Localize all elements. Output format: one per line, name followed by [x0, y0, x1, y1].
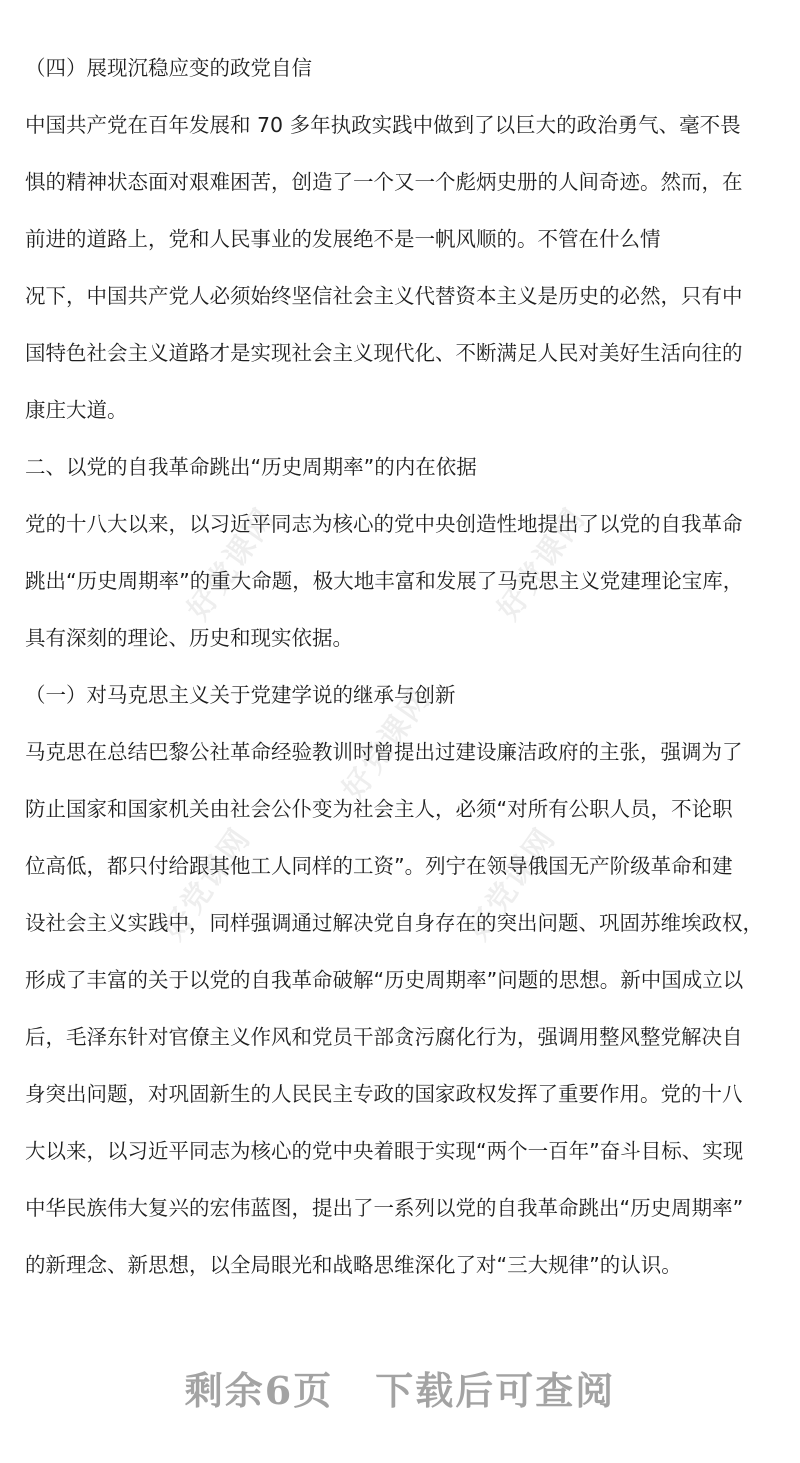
paragraph-line: 具有深刻的理论、历史和现实依据。 [25, 626, 353, 650]
download-to-view-label[interactable]: 下载后可查阅 [375, 1368, 616, 1413]
paragraph-line: 的新理念、新思想，以全局眼光和战略思维深化了对“三大规律”的认识。 [25, 1253, 682, 1277]
paragraph-line: 位高低，都只付给跟其他工人同样的工资”。列宁在领导俄国无产阶级革命和建 [25, 854, 733, 878]
watermark: 好党课网 [180, 501, 283, 627]
paragraph-line: 前进的道路上，党和人民事业的发展绝不是一帆风顺的。不管在什么情 [25, 227, 661, 251]
paragraph-line: 形成了丰富的关于以党的自我革命破解“历史周期率”问题的思想。新中国成立以 [25, 968, 744, 992]
paragraph-line: 后，毛泽东针对官僚主义作风和党员干部贪污腐化行为，强调用整风整党解决自 [25, 1025, 743, 1049]
paragraph-line: 惧的精神状态面对艰难困苦，创造了一个又一个彪炳史册的人间奇迹。然而，在 [25, 170, 743, 194]
section-heading-4: （四）展现沉稳应变的政党自信 [25, 56, 312, 80]
paragraph-line: 况下，中国共产党人必须始终坚信社会主义代替资本主义是历史的必然，只有中 [25, 284, 743, 308]
paragraph-line: 康庄大道。 [25, 398, 128, 422]
section-heading-1: （一）对马克思主义关于党建学说的继承与创新 [25, 683, 456, 707]
paragraph-line: 国特色社会主义道路才是实现社会主义现代化、不断满足人民对美好生活向往的 [25, 341, 743, 365]
paragraph-line: 设社会主义实践中，同样强调通过解决党自身存在的突出问题、巩固苏维埃政权， [25, 911, 763, 935]
remaining-pages-label: 剩余6页 [184, 1368, 334, 1413]
paragraph-line: 跳出“历史周期率”的重大命题，极大地丰富和发展了马克思主义党建理论宝库， [25, 569, 744, 593]
download-prompt[interactable] [0, 1360, 800, 1415]
paragraph-line: 中华民族伟大复兴的宏伟蓝图，提出了一系列以党的自我革命跳出“历史周期率” [25, 1196, 744, 1220]
paragraph-line: 党的十八大以来，以习近平同志为核心的党中央创造性地提出了以党的自我革命 [25, 512, 743, 536]
watermark: 好党课网 [335, 681, 438, 807]
paragraph-line: 防止国家和国家机关由社会公仆变为社会主人，必须“对所有公职人员，不论职 [25, 797, 733, 821]
paragraph-line: 身突出问题，对巩固新生的人民民主专政的国家政权发挥了重要作用。党的十八 [25, 1082, 743, 1106]
watermark: 好党课网 [155, 821, 258, 947]
paragraph-line: 马克思在总结巴黎公社革命经验教训时曾提出过建设廉洁政府的主张，强调为了 [25, 740, 743, 764]
paragraph-line: 大以来，以习近平同志为核心的党中央着眼于实现“两个一百年”奋斗目标、实现 [25, 1139, 744, 1163]
watermark: 好党课网 [460, 821, 563, 947]
paragraph-line: 中国共产党在百年发展和 70 多年执政实践中做到了以巨大的政治勇气、毫不畏 [25, 113, 741, 137]
chapter-heading-2: 二、以党的自我革命跳出“历史周期率”的内在依据 [25, 455, 477, 479]
watermark: 好党课网 [490, 501, 593, 627]
